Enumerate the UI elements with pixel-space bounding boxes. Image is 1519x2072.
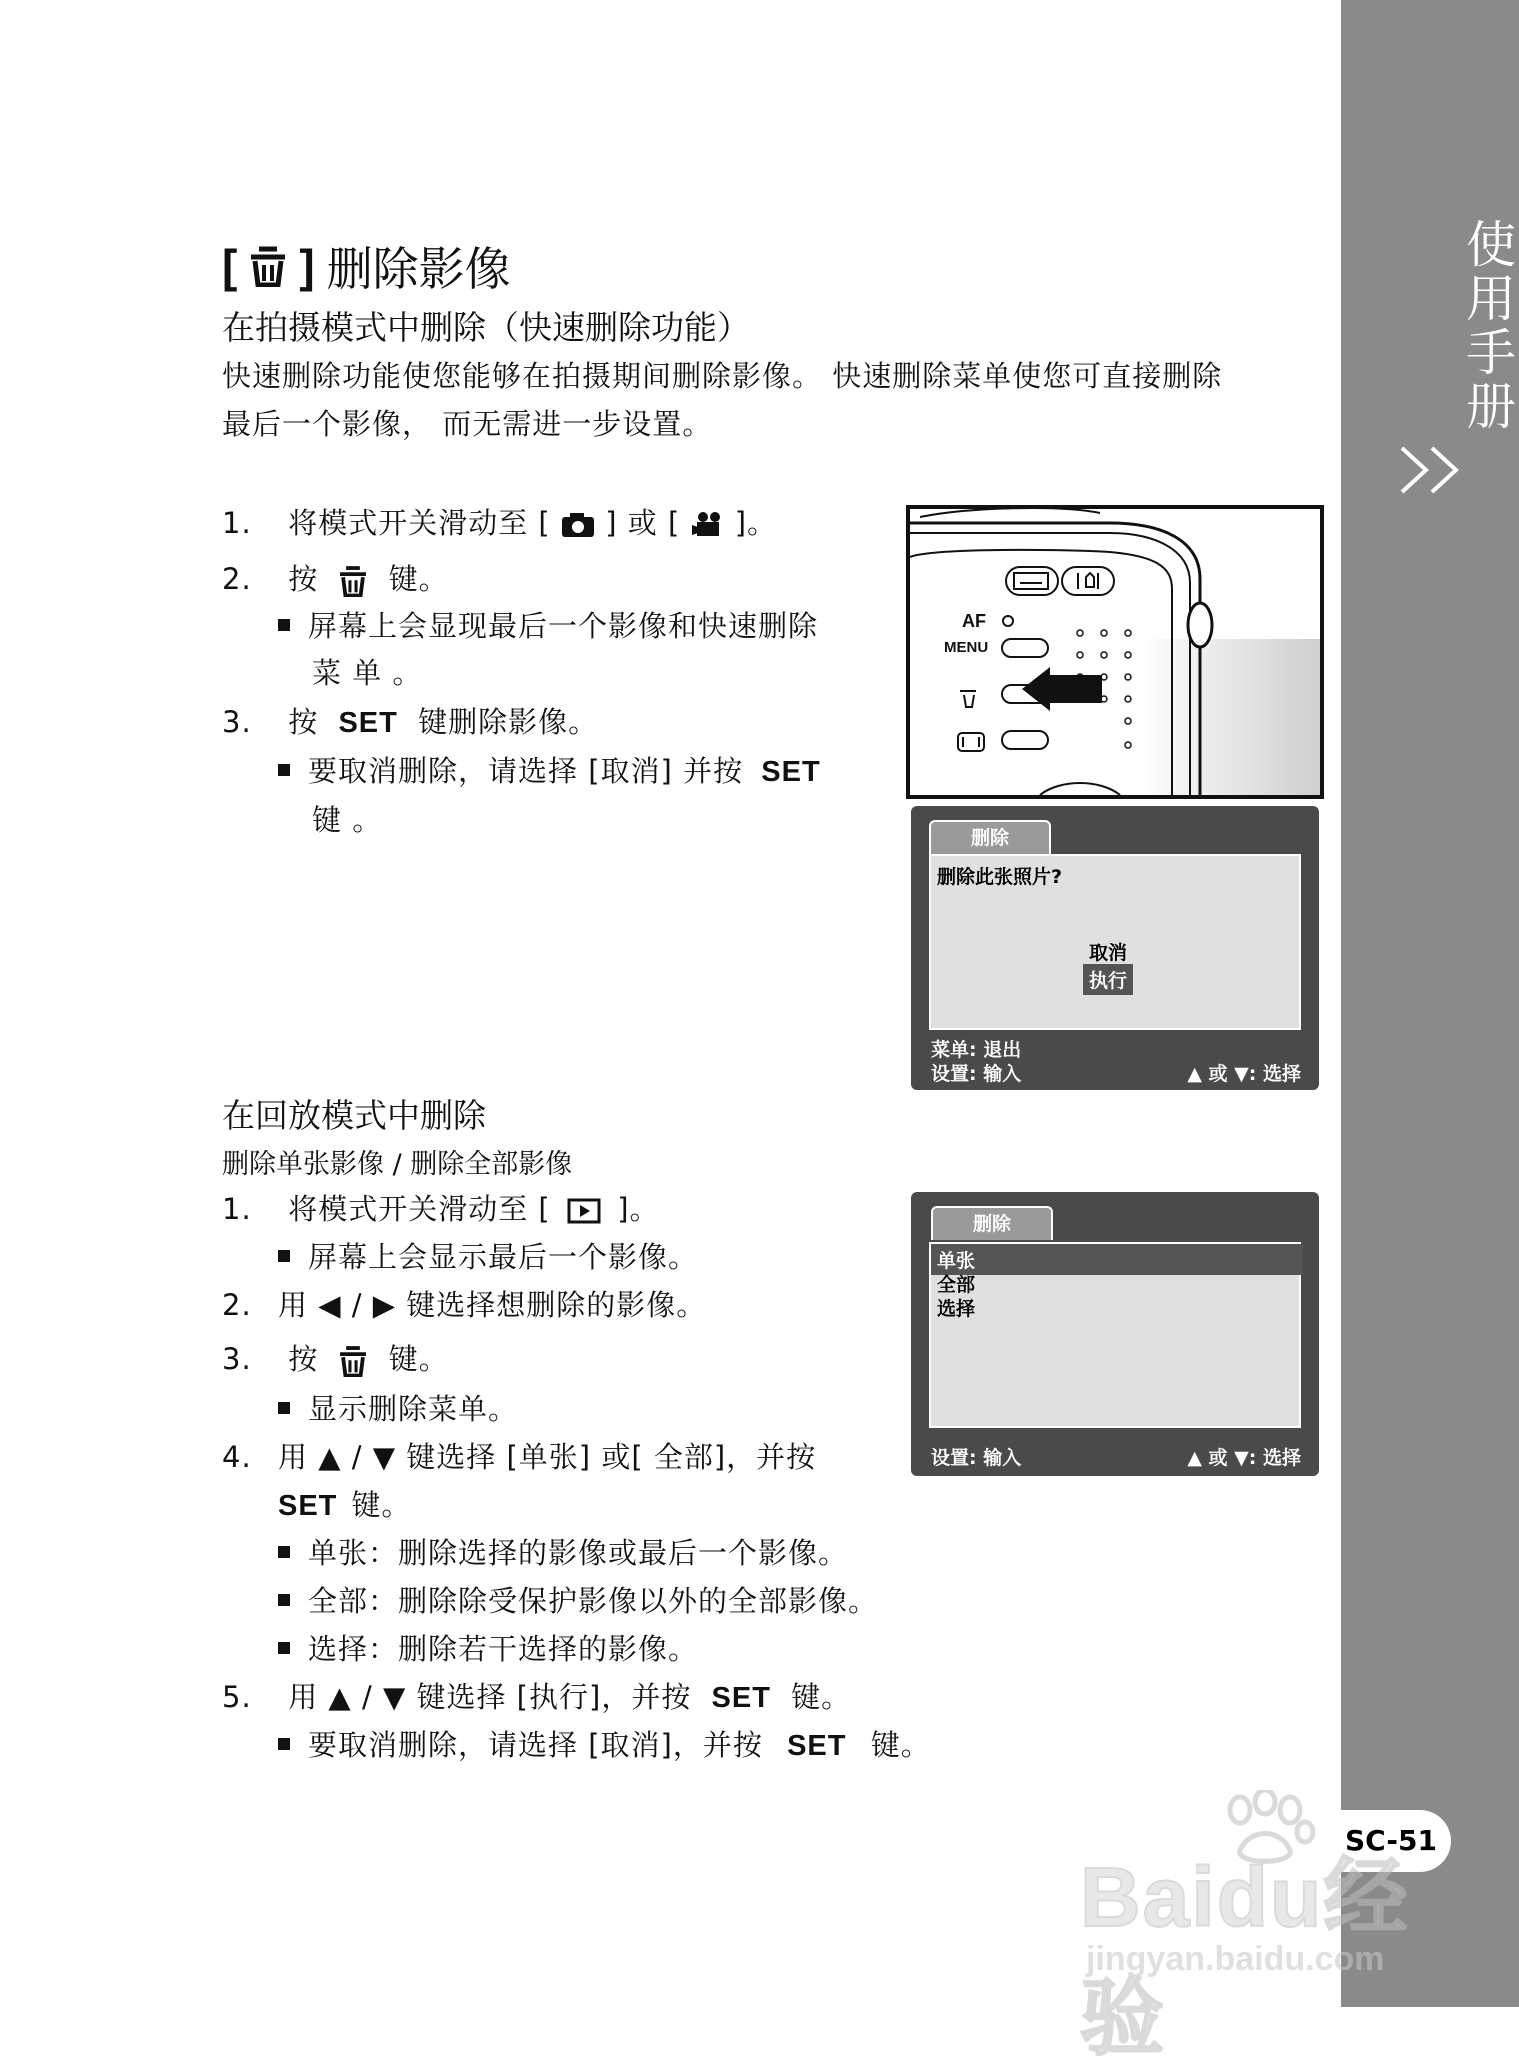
screen-panel bbox=[929, 1242, 1301, 1428]
delete-question: 删除此张照片? bbox=[937, 866, 1063, 888]
menu-item-select[interactable]: 选择 bbox=[937, 1298, 976, 1320]
footer-menu-exit: 菜单: 退出 bbox=[931, 1039, 1022, 1061]
step-1: 1. 将模式开关滑动至 [ ]。 bbox=[222, 1192, 660, 1226]
paragraph-line-2: 最后一个影像， 而无需进一步设置。 bbox=[222, 407, 713, 441]
step-3: 3. 按 SET 键删除影像。 bbox=[222, 705, 599, 739]
footer-select: ▲ 或 ▼: 选择 bbox=[1187, 1447, 1301, 1469]
step-3: 3. 按 键。 bbox=[222, 1342, 449, 1376]
step-2-bullet-line-2: 菜 单 。 bbox=[312, 656, 423, 690]
footer-set-enter: 设置: 输入 bbox=[931, 1447, 1022, 1469]
bullet-icon bbox=[278, 1250, 290, 1262]
trash-icon bbox=[338, 565, 368, 597]
page-title bbox=[222, 236, 511, 296]
step-4-bullet-single: 单张：删除选择的影像或最后一个影像。 bbox=[278, 1530, 848, 1576]
section-subheading: 删除单张影像 / 删除全部影像 bbox=[222, 1149, 573, 1180]
step-3-bullet-line-2: 键 。 bbox=[312, 803, 383, 837]
bullet-icon bbox=[278, 1594, 290, 1606]
bullet-icon bbox=[278, 619, 290, 631]
playback-icon bbox=[567, 1198, 601, 1224]
step-5: 5. 用 ▲ / ▼ 键选择 [执行]，并按 SET 键。 bbox=[222, 1680, 852, 1714]
sidebar bbox=[1341, 0, 1519, 2007]
camera-back-illustration bbox=[906, 505, 1324, 799]
screen-tab: 删除 bbox=[929, 820, 1051, 854]
page-number: SC-51 bbox=[1345, 1824, 1437, 1857]
screen-panel bbox=[929, 854, 1301, 1030]
step-2: 2. 按 键。 bbox=[222, 562, 449, 596]
step-4-bullet-select: 选择：删除若干选择的影像。 bbox=[278, 1626, 698, 1672]
quick-delete-screen bbox=[911, 806, 1319, 1090]
watermark-logo: Baidu经验 bbox=[1080, 1850, 1410, 2065]
screen-tab: 删除 bbox=[931, 1206, 1053, 1240]
step-1-bullet: 屏幕上会显示最后一个影像。 bbox=[278, 1234, 698, 1280]
bullet-icon bbox=[278, 1546, 290, 1558]
menu-label: MENU bbox=[944, 639, 989, 656]
af-label: AF bbox=[962, 611, 986, 631]
step-3-bullet: 要取消删除，请选择 [取消] 并按 SET bbox=[278, 748, 821, 795]
menu-item-single[interactable]: 单张 bbox=[931, 1244, 1303, 1275]
title-bracket-open: [ bbox=[222, 240, 238, 292]
step-2: 2. 用 ◀ / ▶ 键选择想删除的影像。 bbox=[222, 1288, 707, 1322]
step-5-bullet: 要取消删除，请选择 [取消]，并按 SET 键。 bbox=[278, 1722, 931, 1769]
double-chevron-icon bbox=[1396, 440, 1466, 500]
step-3-bullet: 显示删除菜单。 bbox=[278, 1386, 518, 1432]
section-heading-playback: 在回放模式中删除 bbox=[222, 1096, 486, 1135]
menu-item-all[interactable]: 全部 bbox=[937, 1274, 976, 1296]
footer-select: ▲ 或 ▼: 选择 bbox=[1187, 1063, 1301, 1085]
bullet-icon bbox=[278, 1738, 290, 1750]
title-bracket-close: ] bbox=[299, 240, 315, 292]
option-cancel[interactable]: 取消 bbox=[1089, 942, 1128, 964]
camera-icon bbox=[561, 512, 595, 538]
step-1: 1. 将模式开关滑动至 [ ] 或 [ ]。 bbox=[222, 506, 778, 540]
step-2-bullet: 屏幕上会显现最后一个影像和快速删除 bbox=[278, 603, 818, 649]
video-camera-icon bbox=[691, 511, 725, 539]
bullet-icon bbox=[278, 1402, 290, 1414]
step-4-line-2: SET 键。 bbox=[278, 1488, 412, 1522]
sidebar-title: 使用手册 bbox=[1458, 218, 1516, 434]
delete-menu-screen bbox=[911, 1192, 1319, 1476]
baidu-watermark bbox=[1060, 1790, 1470, 2065]
step-4-bullet-all: 全部：删除除受保护影像以外的全部影像。 bbox=[278, 1578, 878, 1624]
title-text: 删除影像 bbox=[326, 242, 511, 296]
paragraph-line-1: 快速删除功能使您能够在拍摄期间删除影像。 快速删除菜单使您可直接删除 bbox=[222, 359, 1223, 393]
footer-set-enter: 设置: 输入 bbox=[931, 1063, 1022, 1085]
step-4: 4. 用 ▲ / ▼ 键选择 [单张] 或[ 全部]，并按 bbox=[222, 1440, 817, 1474]
bullet-icon bbox=[278, 764, 290, 776]
trash-icon bbox=[249, 245, 287, 287]
watermark-url: jingyan.baidu.com bbox=[1086, 1940, 1385, 1978]
option-execute[interactable]: 执行 bbox=[1083, 964, 1133, 995]
trash-icon bbox=[338, 1345, 368, 1377]
section-heading-shooting: 在拍摄模式中删除（快速删除功能） bbox=[222, 308, 750, 347]
bullet-icon bbox=[278, 1642, 290, 1654]
